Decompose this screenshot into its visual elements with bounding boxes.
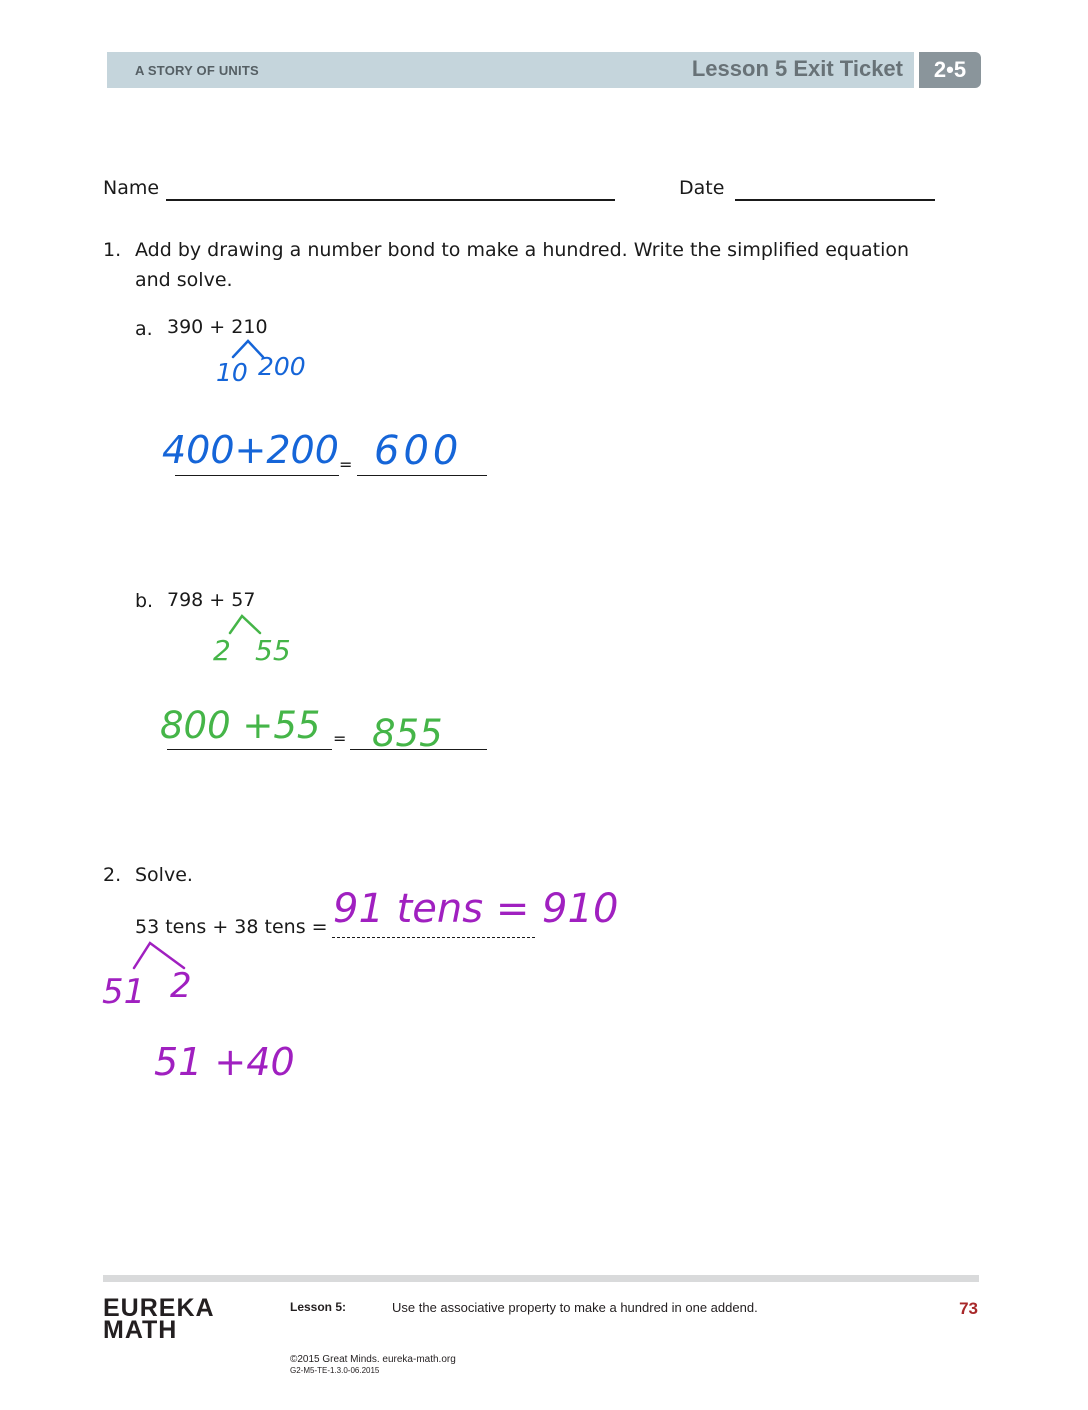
- footer-copyright: ©2015 Great Minds. eureka-math.org: [290, 1354, 456, 1365]
- part-a-answer-line[interactable]: [357, 475, 487, 476]
- part-b-simplified: 800 +55: [160, 704, 321, 747]
- part-a-label: a.: [135, 318, 153, 340]
- curriculum-series: A STORY OF UNITS: [135, 63, 259, 78]
- part-b-expression: 798 + 57: [167, 589, 256, 611]
- part-b-equation-line[interactable]: [167, 749, 332, 750]
- problem-2-work: 51 +40: [154, 1040, 295, 1084]
- part-b-answer: 855: [372, 712, 443, 755]
- footer-divider: [103, 1275, 979, 1282]
- part-a-bond-left: 10: [216, 358, 248, 387]
- part-a-equals: =: [339, 455, 353, 474]
- name-label: Name: [103, 177, 160, 199]
- part-b-equals: =: [333, 729, 347, 748]
- part-a-equation-line[interactable]: [175, 475, 339, 476]
- name-field[interactable]: [166, 199, 615, 201]
- eureka-math-logo: [103, 1294, 215, 1344]
- grade-module-badge: 2•5: [919, 52, 981, 88]
- part-b-label: b.: [135, 590, 154, 612]
- problem-2-bond-left: 51: [102, 972, 146, 1012]
- logo-line2: MATH: [103, 1316, 178, 1344]
- page-number: 73: [959, 1299, 978, 1318]
- page-title: Lesson 5 Exit Ticket: [691, 56, 903, 81]
- part-a-bond-right: 200: [258, 352, 306, 381]
- footer-lesson-description: Use the associative property to make a hundred in one addend.: [392, 1300, 758, 1315]
- date-field[interactable]: [735, 199, 935, 201]
- part-a-expression: 390 + 210: [167, 316, 268, 338]
- problem-2-answer-line[interactable]: [332, 937, 535, 938]
- part-b-bond-left: 2: [213, 634, 231, 667]
- footer-code: G2-M5-TE-1.3.0-06.2015: [290, 1366, 380, 1375]
- problem-2-instruction: Solve.: [135, 864, 193, 886]
- part-a-simplified: 400+200: [162, 428, 339, 472]
- part-a-answer: 600: [374, 428, 463, 474]
- footer-lesson-label: Lesson 5:: [290, 1300, 347, 1314]
- problem-1-number: 1.: [103, 239, 122, 261]
- problem-2-expression: 53 tens + 38 tens =: [135, 916, 328, 938]
- problem-2-answer: 91 tens = 910: [333, 886, 619, 932]
- problem-1-instruction-line2: and solve.: [135, 269, 233, 291]
- problem-1-instruction-line1: Add by drawing a number bond to make a hundred. Write the simplified equation: [135, 239, 910, 261]
- part-b-bond-right: 55: [255, 634, 291, 667]
- problem-2-bond-right: 2: [170, 966, 192, 1006]
- date-label: Date: [679, 177, 725, 199]
- logo-line1: EUREKA: [103, 1294, 215, 1322]
- problem-2-number: 2.: [103, 864, 122, 886]
- part-b-bond-lines: [222, 610, 272, 636]
